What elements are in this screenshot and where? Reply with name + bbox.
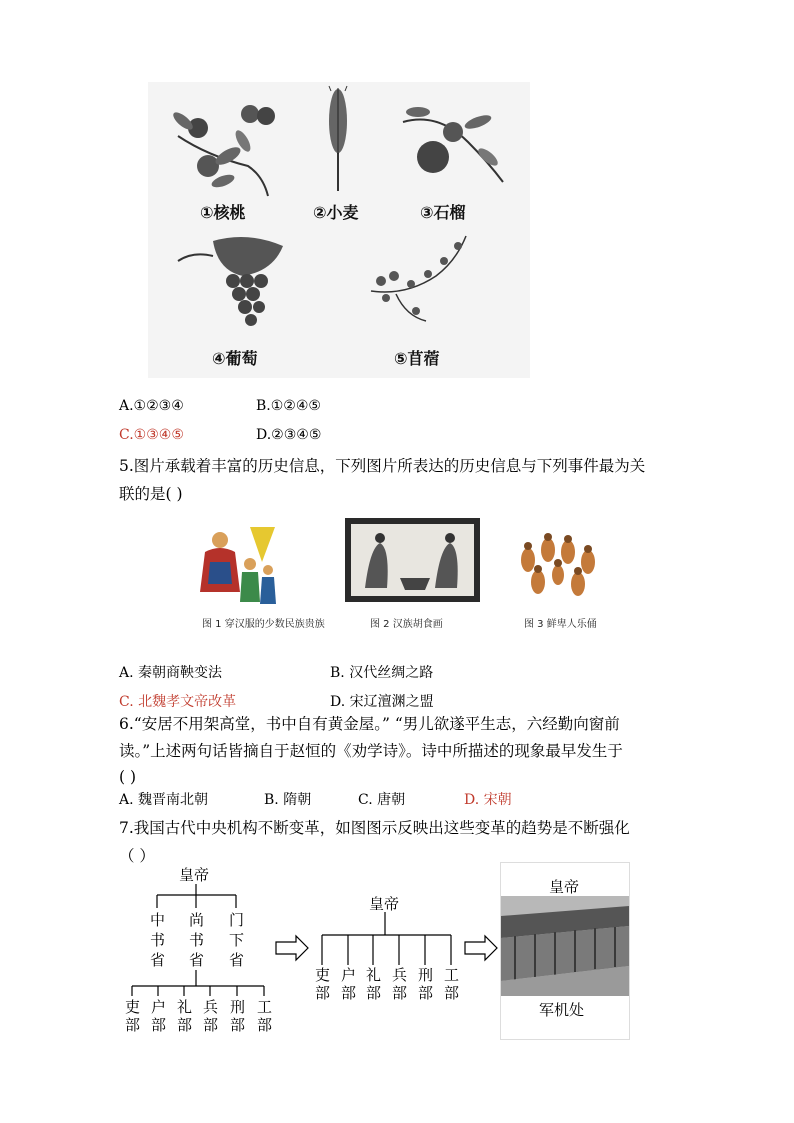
- dept-menxia: 门下省: [229, 911, 245, 969]
- q5-stem-line2: 联的是( ): [119, 485, 183, 503]
- dept-shangshu: 尚书省: [189, 911, 205, 969]
- q6-option-d-answer: D. 宋朝: [464, 792, 512, 808]
- q5-option-b: B. 汉代丝绸之路: [330, 665, 434, 681]
- junjichu-label: 军机处: [539, 1001, 585, 1019]
- plant-label-alfalfa: ⑤苜蓿: [394, 349, 440, 368]
- q7-stem-line1: 7.我国古代中央机构不断变革，如图图示反映出这些变革的趋势是不断强化: [119, 819, 630, 837]
- q5-option-d: D. 宋辽澶渊之盟: [330, 694, 434, 710]
- q7-stem-line2: （ ）: [119, 847, 155, 865]
- q6-stem-line3: ( ): [119, 768, 137, 786]
- q6-stem-line2: 读。”上述两句话皆摘自于赵恒的《劝学诗》。诗中所描述的现象最早发生于: [119, 742, 623, 760]
- org-emperor-right: 皇帝: [549, 878, 580, 896]
- q5-option-a: A. 秦朝商鞅变法: [119, 665, 223, 681]
- q5-caption-1: 图 1 穿汉服的少数民族贵族: [202, 619, 325, 630]
- q4-option-b: B.①②④⑤: [256, 398, 321, 414]
- q6-option-c: C. 唐朝: [358, 792, 406, 808]
- ministry-li-middle: 吏部: [315, 966, 331, 1002]
- q6-stem-line1: 6.“安居不用架高堂，书中自有黄金屋。” “男儿欲遂平生志，六经勤向窗前: [119, 715, 620, 733]
- ministry-li-left: 吏部: [125, 998, 141, 1034]
- plant-label-grape: ④葡萄: [212, 349, 258, 368]
- arrow-right-icon: [465, 936, 497, 960]
- q5-stem-line1: 5.图片承载着丰富的历史信息，下列图片所表达的历史信息与下列事件最为关: [119, 457, 646, 475]
- q6-option-b: B. 隋朝: [264, 792, 312, 808]
- dept-zhongshu: 中书省: [150, 911, 166, 969]
- ministry-hu-middle: 户部: [341, 966, 357, 1002]
- org-emperor-middle: 皇帝: [369, 895, 400, 913]
- org-emperor-left: 皇帝: [179, 866, 210, 884]
- junjichu-panel: [500, 862, 630, 1040]
- q6-option-a: A. 魏晋南北朝: [119, 792, 209, 808]
- ministry-gong-middle: 工部: [444, 966, 460, 1002]
- ministry-gong-left: 工部: [257, 998, 273, 1034]
- ministry-xing-left: 刑部: [230, 998, 246, 1034]
- q4-option-a: A.①②③④: [119, 398, 184, 414]
- arrow-right-icon: [276, 936, 308, 960]
- plant-label-wheat: ②小麦: [313, 203, 359, 222]
- ministry-li2-left: 礼部: [177, 998, 193, 1034]
- q5-option-c-answer: C. 北魏孝文帝改革: [119, 694, 237, 710]
- q5-caption-2: 图 2 汉族胡食画: [370, 619, 443, 630]
- q4-option-d: D.②③④⑤: [256, 427, 322, 443]
- ministry-li2-middle: 礼部: [366, 966, 382, 1002]
- ministry-bing-left: 兵部: [203, 998, 219, 1034]
- plant-label-walnut: ①核桃: [200, 203, 246, 222]
- ministry-hu-left: 户部: [151, 998, 167, 1034]
- junjichu-photo: [501, 896, 629, 996]
- q4-option-c-answer: C.①③④⑤: [119, 427, 184, 443]
- ministry-xing-middle: 刑部: [418, 966, 434, 1002]
- ministry-bing-middle: 兵部: [392, 966, 408, 1002]
- plant-label-pomegranate: ③石榴: [420, 203, 466, 222]
- q5-caption-3: 图 3 鲜卑人乐俑: [524, 619, 597, 630]
